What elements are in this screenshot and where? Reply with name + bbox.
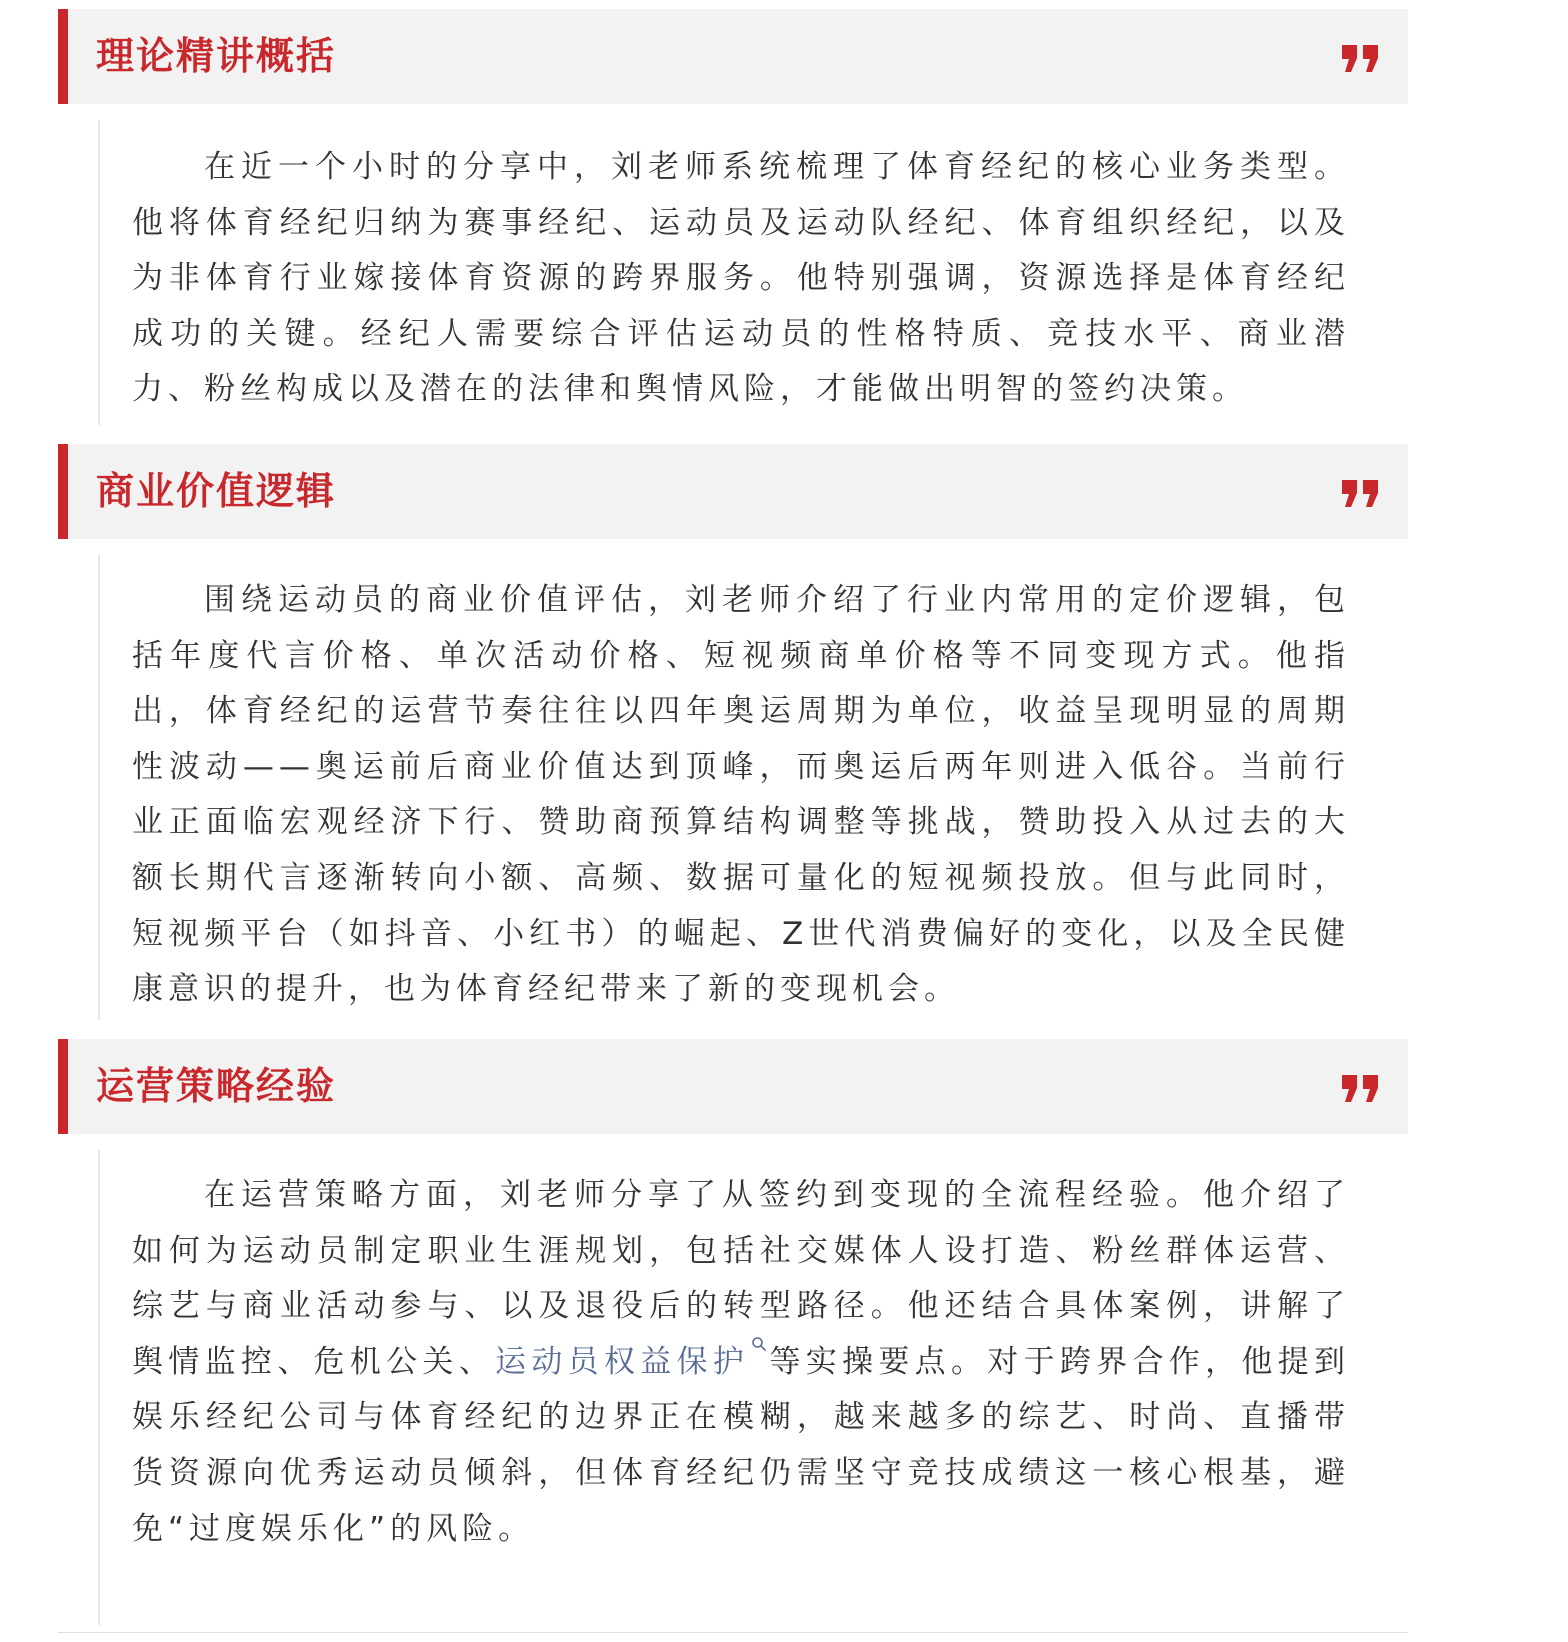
quote-mark-icon: [1340, 480, 1382, 508]
section-header-theory: [58, 9, 1408, 104]
section-header-operations: [58, 1039, 1408, 1134]
section-body-business-value: [98, 555, 1378, 1020]
section-header-business-value: [58, 444, 1408, 539]
search-icon[interactable]: [751, 1336, 767, 1352]
quote-mark-icon: [1340, 45, 1382, 73]
rights-protection-link[interactable]: 运动员权益保护: [495, 1343, 750, 1380]
section-title: 理论精讲概括: [96, 34, 337, 78]
paragraph-text-after-link: 等实操要点。对于跨界合作，他提到娱乐经纪公司与体育经纪的边界正在模糊，越来越多的综艺、时尚、直播带货资源向优秀运动员倾斜，但体育经纪仍需坚守竞技成绩这一核心根基，避免“过度娱乐化”的风险。: [132, 1343, 1351, 1547]
section-body-operations: [98, 1150, 1378, 1625]
bottom-divider: [58, 1632, 1408, 1633]
paragraph-text-before-link: 在运营策略方面，刘老师分享了从签约到变现的全流程经验。他介绍了如何为运动员制定职业生涯规划，包括社交媒体人设打造、粉丝群体运营、综艺与商业活动参与、以及退役后的转型路径。他还结合具体案例，讲解了舆情监控、危机公关、: [132, 1177, 1350, 1380]
quote-mark-icon: [1340, 1075, 1382, 1103]
section-body-theory: [98, 120, 1378, 425]
section-title: 运营策略经验: [96, 1064, 337, 1108]
section-title: 商业价值逻辑: [96, 469, 337, 513]
section-paragraph: 围绕运动员的商业价值评估，刘老师介绍了行业内常用的定价逻辑，包括年度代言价格、单次活动价格、短视频商单价格等不同变现方式。他指出，体育经纪的运营节奏往往以四年奥运周期为单位，收益呈现明显的周期性波动——奥运前后商业价值达到顶峰，而奥运后两年则进入低谷。当前行业正面临宏观经济下行、赞助商预算结构调整等挑战，赞助投入从过去的大额长期代言逐渐转向小额、高频、数据可量化的短视频投放。但与此同时，短视频平台（如抖音、小红书）的崛起、Z世代消费偏好的变化，以及全民健康意识的提升，也为体育经纪带来了新的变现机会。: [132, 582, 1350, 1008]
section-paragraph: [100, 1150, 1350, 1557]
section-paragraph: 在近一个小时的分享中，刘老师系统梳理了体育经纪的核心业务类型。他将体育经纪归纳为赛事经纪、运动员及运动队经纪、体育组织经纪，以及为非体育行业嫁接体育资源的跨界服务。他特别强调，资源选择是体育经纪成功的关键。经纪人需要综合评估运动员的性格特质、竞技水平、商业潜力、粉丝构成以及潜在的法律和舆情风险，才能做出明智的签约决策。: [132, 149, 1350, 408]
